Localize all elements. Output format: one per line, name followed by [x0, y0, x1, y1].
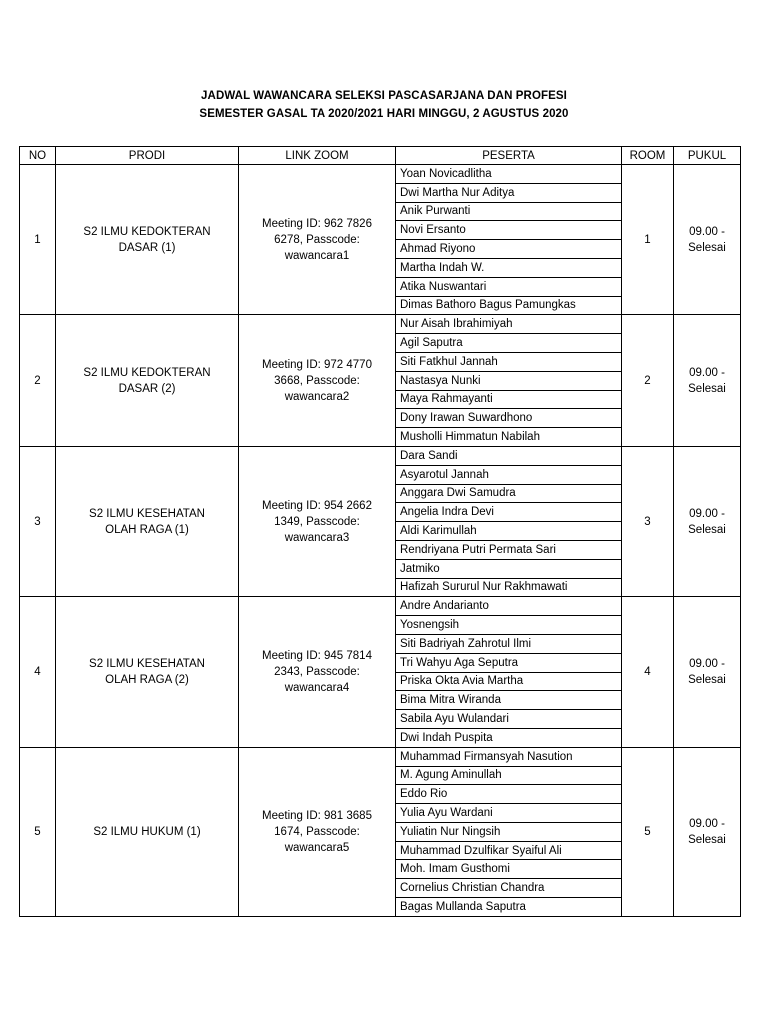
program-name-line: S2 ILMU KESEHATAN — [89, 507, 205, 520]
participant-name: Dimas Bathoro Bagus Pamungkas — [396, 296, 622, 315]
program-name-line: S2 ILMU HUKUM (1) — [93, 825, 201, 838]
participant-name: Bagas Mullanda Saputra — [396, 898, 622, 917]
participant-name: Yosnengsih — [396, 616, 622, 635]
time-slot-line: 09.00 - — [689, 225, 725, 238]
program-name — [56, 165, 239, 315]
participant-name: Moh. Imam Gusthomi — [396, 860, 622, 879]
participant-name: Siti Badriyah Zahrotul Ilmi — [396, 634, 622, 653]
table-row — [20, 165, 741, 184]
time-slot — [674, 747, 741, 916]
table-row — [20, 747, 741, 766]
zoom-link — [239, 446, 396, 596]
participant-name: Dwi Indah Puspita — [396, 728, 622, 747]
participant-name: Tri Wahyu Aga Seputra — [396, 653, 622, 672]
participant-name: Sabila Ayu Wulandari — [396, 710, 622, 729]
zoom-link-line: Meeting ID: 954 2662 — [262, 499, 372, 512]
zoom-link-line: Meeting ID: 962 7826 — [262, 217, 372, 230]
program-name-line: S2 ILMU KESEHATAN — [89, 658, 205, 671]
participant-name: Andre Andarianto — [396, 597, 622, 616]
zoom-link-line: wawancara2 — [284, 390, 350, 403]
participant-name: Agil Saputra — [396, 334, 622, 353]
participant-name: Nastasya Nunki — [396, 371, 622, 390]
header-row — [20, 147, 741, 165]
interview-schedule-table — [19, 146, 741, 917]
time-slot-line: 09.00 - — [689, 658, 725, 671]
header-link-zoom: LINK ZOOM — [239, 147, 396, 165]
zoom-link-line: wawancara5 — [284, 841, 350, 854]
table-row — [20, 597, 741, 616]
program-name-line: OLAH RAGA (1) — [105, 523, 189, 536]
zoom-link — [239, 165, 396, 315]
program-name-line: S2 ILMU KEDOKTERAN — [83, 366, 211, 379]
zoom-link-line: 6278, Passcode: — [274, 233, 360, 246]
zoom-link-line: 1674, Passcode: — [274, 825, 360, 838]
document-title-line-2: SEMESTER GASAL TA 2020/2021 HARI MINGGU, 2 AGUSTUS 2020 — [199, 108, 569, 120]
zoom-link-line: 1349, Passcode: — [274, 515, 360, 528]
time-slot-line: Selesai — [688, 382, 726, 395]
time-slot — [674, 446, 741, 596]
participant-name: Eddo Rio — [396, 785, 622, 804]
zoom-link-line: wawancara3 — [284, 531, 350, 544]
time-slot-line: Selesai — [688, 523, 726, 536]
time-slot-line: Selesai — [688, 241, 726, 254]
participant-name: Angelia Indra Devi — [396, 503, 622, 522]
zoom-link-line: 2343, Passcode: — [274, 666, 360, 679]
zoom-link-line: 3668, Passcode: — [274, 374, 360, 387]
group-number: 5 — [20, 747, 56, 916]
participant-name: Novi Ersanto — [396, 221, 622, 240]
participant-name: Maya Rahmayanti — [396, 390, 622, 409]
time-slot — [674, 165, 741, 315]
participant-name: Bima Mitra Wiranda — [396, 691, 622, 710]
program-name — [56, 446, 239, 596]
program-name-line: DASAR (1) — [118, 241, 176, 254]
program-name-line: DASAR (2) — [118, 382, 176, 395]
participant-name: Musholli Himmatun Nabilah — [396, 428, 622, 447]
participant-name: Cornelius Christian Chandra — [396, 879, 622, 898]
participant-name: M. Agung Aminullah — [396, 766, 622, 785]
time-slot — [674, 315, 741, 447]
zoom-link — [239, 747, 396, 916]
header-prodi: PRODI — [56, 147, 239, 165]
table-row — [20, 446, 741, 465]
room-number: 2 — [622, 315, 674, 447]
time-slot-line: 09.00 - — [689, 366, 725, 379]
participant-name: Yulia Ayu Wardani — [396, 804, 622, 823]
participant-name: Muhammad Dzulfikar Syaiful Ali — [396, 841, 622, 860]
participant-name: Yuliatin Nur Ningsih — [396, 822, 622, 841]
program-name-line: S2 ILMU KEDOKTERAN — [83, 225, 211, 238]
participant-name: Priska Okta Avia Martha — [396, 672, 622, 691]
room-number: 5 — [622, 747, 674, 916]
participant-name: Anik Purwanti — [396, 202, 622, 221]
zoom-link-line: wawancara1 — [284, 249, 350, 262]
table-row — [20, 315, 741, 334]
time-slot-line: 09.00 - — [689, 507, 725, 520]
participant-name: Atika Nuswantari — [396, 277, 622, 296]
participant-name: Muhammad Firmansyah Nasution — [396, 747, 622, 766]
header-peserta: PESERTA — [396, 147, 622, 165]
participant-name: Rendriyana Putri Permata Sari — [396, 540, 622, 559]
participant-name: Dwi Martha Nur Aditya — [396, 183, 622, 202]
zoom-link — [239, 597, 396, 747]
room-number: 4 — [622, 597, 674, 747]
group-number: 2 — [20, 315, 56, 447]
zoom-link-line: Meeting ID: 945 7814 — [262, 650, 372, 663]
participant-name: Nur Aisah Ibrahimiyah — [396, 315, 622, 334]
participant-name: Yoan Novicadlitha — [396, 165, 622, 184]
time-slot-line: Selesai — [688, 674, 726, 687]
program-name — [56, 597, 239, 747]
participant-name: Asyarotul Jannah — [396, 465, 622, 484]
header-room: ROOM — [622, 147, 674, 165]
participant-name: Dony Irawan Suwardhono — [396, 409, 622, 428]
zoom-link-line: Meeting ID: 981 3685 — [262, 809, 372, 822]
zoom-link — [239, 315, 396, 447]
group-number: 4 — [20, 597, 56, 747]
participant-name: Siti Fatkhul Jannah — [396, 352, 622, 371]
zoom-link-line: Meeting ID: 972 4770 — [262, 358, 372, 371]
room-number: 1 — [622, 165, 674, 315]
participant-name: Anggara Dwi Samudra — [396, 484, 622, 503]
participant-name: Hafizah Sururul Nur Rakhmawati — [396, 578, 622, 597]
header-no: NO — [20, 147, 56, 165]
time-slot — [674, 597, 741, 747]
participant-name: Ahmad Riyono — [396, 240, 622, 259]
program-name — [56, 747, 239, 916]
participant-name: Jatmiko — [396, 559, 622, 578]
zoom-link-line: wawancara4 — [284, 682, 350, 695]
time-slot-line: Selesai — [688, 833, 726, 846]
room-number: 3 — [622, 446, 674, 596]
group-number: 3 — [20, 446, 56, 596]
document-title-line-1: JADWAL WAWANCARA SELEKSI PASCASARJANA DAN PROFESI — [201, 90, 567, 102]
group-number: 1 — [20, 165, 56, 315]
participant-name: Aldi Karimullah — [396, 522, 622, 541]
program-name-line: OLAH RAGA (2) — [105, 674, 189, 687]
time-slot-line: 09.00 - — [689, 817, 725, 830]
program-name — [56, 315, 239, 447]
participant-name: Dara Sandi — [396, 446, 622, 465]
header-pukul: PUKUL — [674, 147, 741, 165]
participant-name: Martha Indah W. — [396, 258, 622, 277]
